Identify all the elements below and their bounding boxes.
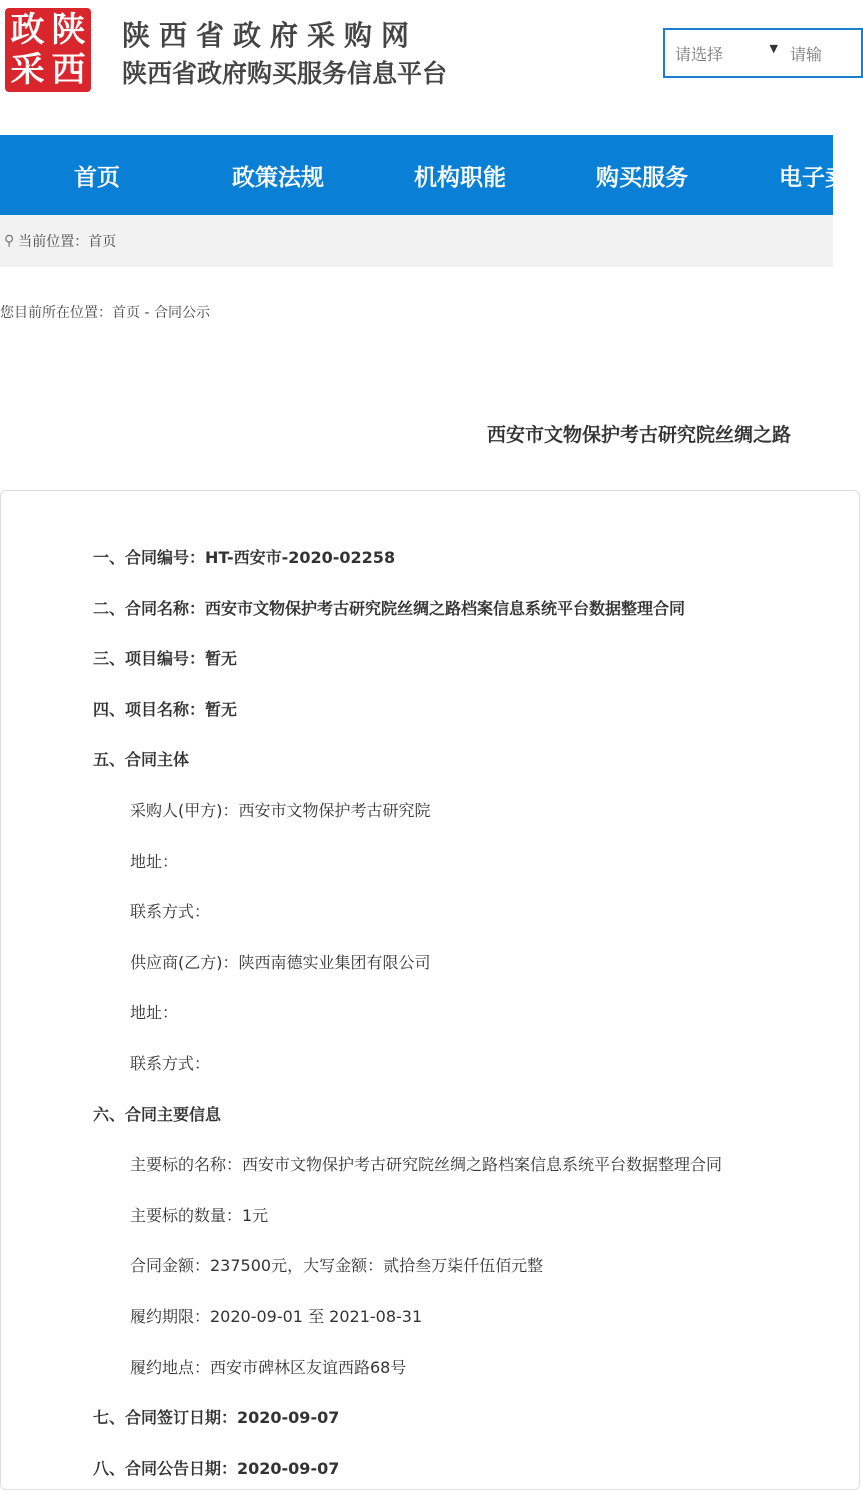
detail-line: 主要标的数量：1元 [130, 1205, 269, 1225]
search-category-select[interactable] [665, 42, 790, 65]
current-location: 您目前所在位置：首页 - 合同公示 [0, 305, 210, 321]
detail-line: 履约期限：2020-09-01 至 2021-08-31 [130, 1307, 423, 1326]
search-input[interactable]: 请输 [790, 44, 823, 64]
section-heading: 六、合同主要信息 [93, 1104, 222, 1124]
logo-char: 西 [51, 50, 86, 90]
detail-line: 采购人(甲方)：西安市文物保护考古研究院 [130, 801, 431, 820]
section-heading: 三、项目编号：暂无 [93, 649, 238, 669]
nav-policy[interactable]: 政策法规 [232, 164, 324, 191]
detail-line: 履约地点：西安市碑林区友谊西路68号 [130, 1357, 407, 1377]
logo-char: 陕 [51, 10, 86, 50]
section-heading: 一、合同编号：HT-西安市-2020-02258 [93, 548, 396, 567]
search-box [663, 28, 863, 78]
nav-home[interactable]: 首页 [74, 164, 120, 191]
main-nav [0, 135, 848, 215]
breadcrumb-text[interactable]: 当前位置：首页 [18, 234, 117, 250]
site-subtitle: 陕西省政府购买服务信息平台 [122, 59, 448, 88]
detail-line: 地址： [130, 851, 179, 871]
logo-char: 采 [10, 50, 45, 90]
location-pin-icon: ⚲ [4, 233, 15, 249]
detail-line: 联系方式： [130, 1054, 211, 1073]
section-heading: 二、合同名称：西安市文物保护考古研究院丝绸之路档案信息系统平台数据整理合同 [93, 598, 686, 618]
logo-char: 政 [10, 10, 45, 50]
section-heading: 五、合同主体 [93, 750, 190, 770]
page-title: 西安市文物保护考古研究院丝绸之路 [487, 424, 792, 446]
nav-org[interactable]: 机构职能 [414, 164, 506, 191]
nav-purchase[interactable]: 购买服务 [596, 164, 688, 191]
detail-line: 联系方式： [130, 902, 211, 922]
logo[interactable] [5, 8, 91, 92]
contract-panel [0, 490, 860, 1490]
section-heading: 八、合同公告日期：2020-09-07 [93, 1458, 340, 1478]
detail-line: 合同金额：237500元，大写金额：贰拾叁万柒仟伍佰元整 [130, 1256, 544, 1276]
caret-down-icon: ▼ [769, 41, 778, 55]
section-heading: 七、合同签订日期：2020-09-07 [93, 1408, 340, 1428]
detail-line: 地址： [130, 1003, 179, 1023]
site-title: 陕西省政府采购网 [122, 19, 419, 52]
breadcrumb [0, 215, 833, 267]
detail-line: 供应商(乙方)：陕西南德实业集团有限公司 [130, 952, 431, 972]
detail-line: 主要标的名称：西安市文物保护考古研究院丝绸之路档案信息系统平台数据整理合同 [130, 1155, 723, 1175]
select-label: 请选择 [675, 44, 724, 64]
section-heading: 四、项目名称：暂无 [93, 699, 238, 719]
nav-electronic[interactable]: 电子卖 [779, 164, 848, 191]
